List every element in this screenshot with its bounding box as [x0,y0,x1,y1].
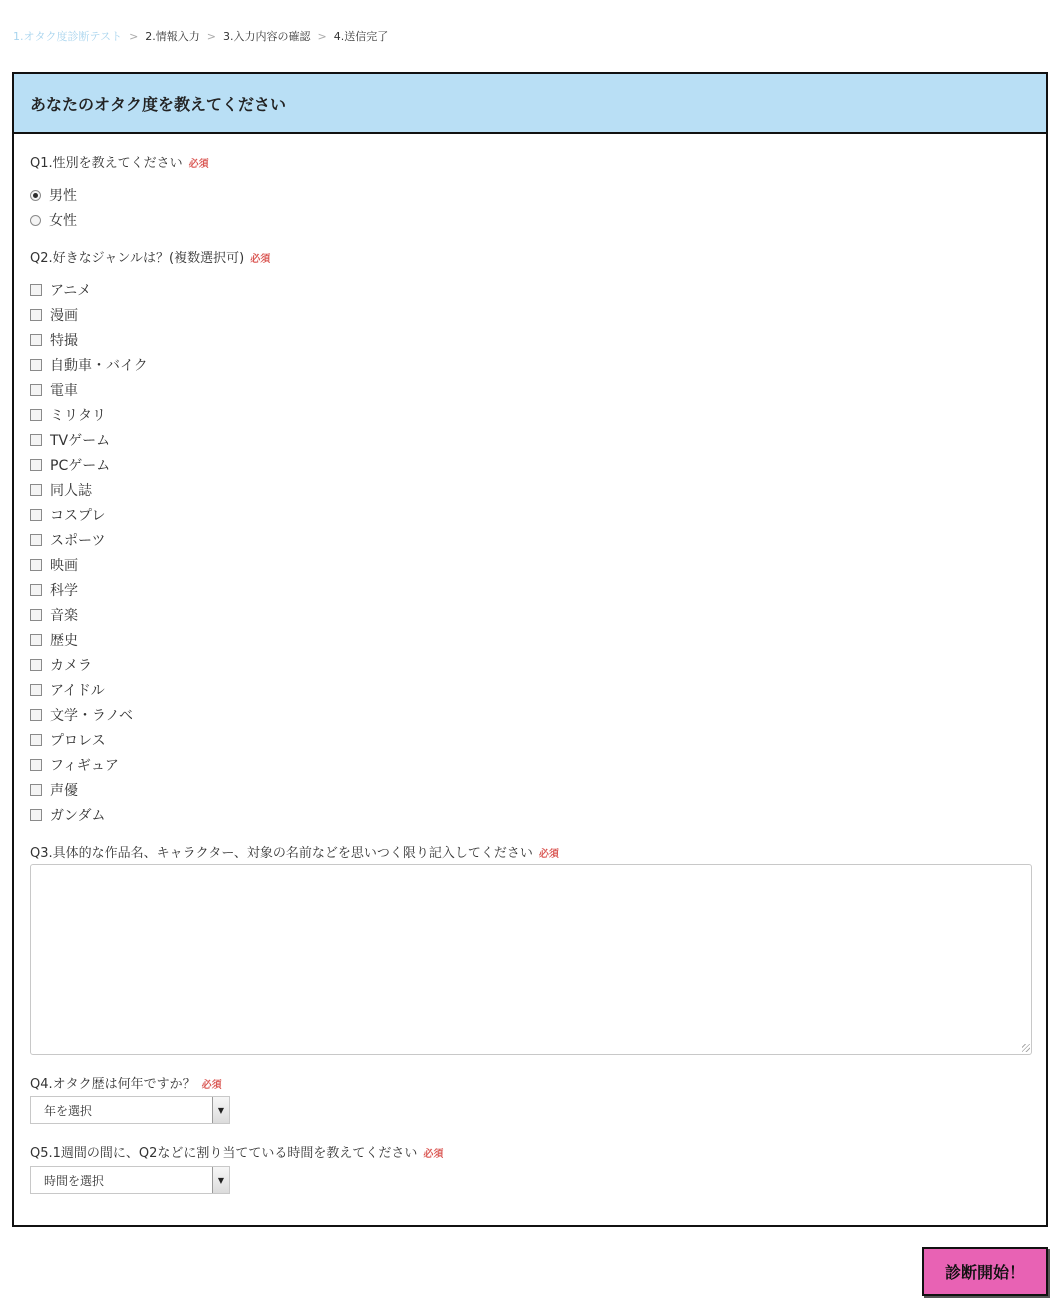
checkbox[interactable] [30,484,42,496]
q2-option-label: 音楽 [50,608,78,624]
step-3: 3.入力内容の確認 [223,30,311,43]
required-badge: 必須 [538,849,559,860]
q2-option[interactable] [30,405,106,425]
required-badge: 必須 [250,254,271,265]
q1-option-label: 男性 [49,188,77,204]
q3-label [30,842,559,861]
q2-option-label: 文学・ラノベ [50,708,134,724]
q2-option[interactable] [30,480,92,500]
q2-option[interactable] [30,455,110,475]
q2-option[interactable] [30,680,105,700]
q1-option-label: 女性 [49,213,77,229]
q2-option-label: カメラ [50,658,92,674]
checkbox[interactable] [30,509,42,521]
q2-option[interactable] [30,630,78,650]
step-1: 1.オタク度診断テスト [13,30,123,43]
checkbox[interactable] [30,584,42,596]
checkbox[interactable] [30,409,42,421]
step-4: 4.送信完了 [333,30,389,43]
form-title: あなたのオタク度を教えてください [30,94,287,114]
q2-option[interactable] [30,280,91,300]
q2-option[interactable] [30,780,78,800]
q4-label [30,1073,222,1092]
q2-option[interactable] [30,655,92,675]
step-separator: > [129,30,139,43]
q2-option[interactable] [30,530,105,550]
diagnosis-form [12,72,1048,1227]
q2-option-label: PCゲーム [50,458,111,474]
q2-option[interactable] [30,805,105,825]
checkbox[interactable] [30,534,42,546]
q2-option-label: アイドル [50,683,105,699]
form-header [14,74,1046,134]
q5-selected-value: 時間を選択 [44,1173,105,1188]
q2-option[interactable] [30,505,105,525]
checkbox[interactable] [30,684,42,696]
q3-textarea[interactable] [30,864,1032,1055]
q2-label [30,247,270,266]
q2-option-label: 声優 [50,783,78,799]
q2-option-label: 漫画 [50,308,78,324]
dropdown-arrow-icon[interactable]: ▼ [212,1097,229,1123]
checkbox[interactable] [30,434,42,446]
q2-option-label: 自動車・バイク [50,358,148,374]
q3-text: Q3.具体的な作品名、キャラクター、対象の名前などを思いつく限り記入してください [30,846,533,861]
checkbox[interactable] [30,334,42,346]
q2-option[interactable] [30,430,110,450]
checkbox[interactable] [30,284,42,296]
q2-option-label: ミリタリ [50,408,106,424]
q2-option[interactable] [30,705,133,725]
q2-option[interactable] [30,355,148,375]
q2-option-label: 映画 [50,558,78,574]
start-diagnosis-button[interactable]: 診断開始！ [922,1247,1048,1296]
checkbox[interactable] [30,459,42,471]
q2-option-label: 特撮 [50,333,78,349]
q4-year-select[interactable] [30,1096,230,1124]
q2-option[interactable] [30,730,106,750]
q2-option-label: スポーツ [50,533,106,549]
q2-option[interactable] [30,605,78,625]
checkbox[interactable] [30,734,42,746]
radio-button-checked[interactable] [30,190,41,201]
q2-option[interactable] [30,580,78,600]
q2-option-label: 同人誌 [50,483,92,499]
q2-option[interactable] [30,555,78,575]
step-2: 2.情報入力 [145,30,200,43]
checkbox[interactable] [30,809,42,821]
q2-option-label: コスプレ [50,508,106,524]
checkbox[interactable] [30,634,42,646]
required-badge: 必須 [423,1149,444,1160]
q2-option[interactable] [30,755,119,775]
q1-label [30,152,209,171]
q1-text: Q1.性別を教えてください [30,156,183,171]
step-separator: > [206,30,216,43]
q2-option-label: 歴史 [50,633,78,649]
q1-option-female[interactable] [30,210,77,230]
q2-option-label: フィギュア [50,758,119,774]
q2-option-label: プロレス [50,733,106,749]
q2-option[interactable] [30,330,78,350]
q2-text: Q2.好きなジャンルは？(複数選択可) [30,251,245,266]
checkbox[interactable] [30,659,42,671]
required-badge: 必須 [201,1080,222,1091]
step-separator: > [317,30,327,43]
checkbox[interactable] [30,609,42,621]
q2-option-label: TVゲーム [50,433,111,449]
q5-text: Q5.1週間の間に、Q2などに割り当てている時間を教えてください [30,1146,418,1161]
q2-option-label: 科学 [50,583,78,599]
checkbox[interactable] [30,709,42,721]
checkbox[interactable] [30,309,42,321]
q2-option-label: 電車 [50,383,78,399]
required-badge: 必須 [188,159,209,170]
resize-grip-icon[interactable] [1020,1042,1030,1052]
q1-option-male[interactable] [30,185,77,205]
q2-option[interactable] [30,380,78,400]
q4-selected-value: 年を選択 [44,1103,93,1118]
q5-label [30,1142,443,1161]
step-breadcrumb [13,28,388,44]
checkbox[interactable] [30,759,42,771]
checkbox[interactable] [30,384,42,396]
q2-option-label: アニメ [50,283,92,299]
dropdown-arrow-icon[interactable]: ▼ [212,1167,229,1193]
q5-time-select[interactable] [30,1166,230,1194]
checkbox[interactable] [30,559,42,571]
q2-option[interactable] [30,305,78,325]
checkbox[interactable] [30,359,42,371]
q2-option-label: ガンダム [50,808,106,824]
radio-button[interactable] [30,215,41,226]
checkbox[interactable] [30,784,42,796]
q4-text: Q4.オタク歴は何年ですか？ [30,1077,196,1092]
